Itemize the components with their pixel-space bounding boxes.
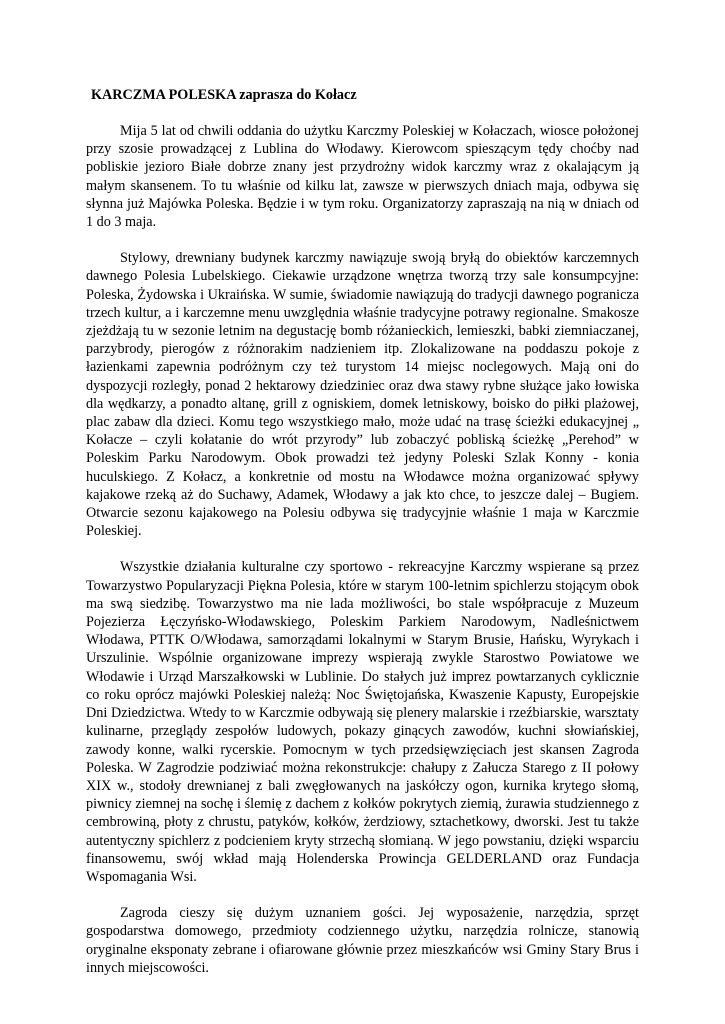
- paragraph-intro: Mija 5 lat od chwili oddania do użytku Karczmy Poleskiej w Kołaczach, wiosce położonej przy szosie prowadzącej z Lublina do Włodawy. Kierowcom spieszącym tędy choćby nad pobliskie jezioro Białe dobrze znany jest przydrożny widok karczmy wraz z okalającym ją małym skansenem. To tu właśnie od kilku lat, zawsze w pierwszych dniach maja, odbywa się słynna już Majówka Poleska. Będzie i w tym roku. Organizatorzy zapraszają na nią w dniach od 1 do 3 maja.: [86, 123, 639, 231]
- paragraph-building: Stylowy, drewniany budynek karczmy nawiązuje swoją bryłą do obiektów karczemnych dawnego Polesia Lubelskiego. Ciekawie urządzone wnętrza tworzą trzy sale konsumpcyjne: Poleska, Żydowska i Ukraińska. W sumie, świadomie nawiązują do tradycji dawnego pogranicza trzech kultur, a i karczemne menu uwzględnia właśnie tradycyjne potrawy regionalne. Smakosze zjeżdżają tu w sezonie letnim na degustację bomb różanieckich, lemieszki, babki ziemniaczanej, parzybrody, pierogów z różnorakim nadzieniem itp. Zlokalizowane na poddaszu pokoje z łazienkami zapewnia podróżnym czy też turystom 14 miejsc noclegowych. Mają oni do dyspozycji rozległy, ponad 2 hektarowy dziedziniec oraz dwa stawy rybne służące jako łowiska dla wędkarzy, a ponadto altanę, grill z ogniskiem, domek letniskowy, boisko do piłki plażowej, plac zabaw dla dzieci. Komu tego wszystkiego mało, może udać na trasę ścieżki edukacyjnej „ Kołacze – czyli kołatanie do wrót przyrody” lub zobaczyć pobliską ścieżkę „Perehod” w Poleskim Parku Narodowym. Obok prowadzi też jedyny Poleski Szlak Konny - konia huculskiego. Z Kołacz, a konkretnie od mostu na Włodawce można organizować spływy kajakowe rzeką aż do Suchawy, Adamek, Włodawy a jak kto chce, to jeszcze dalej – Bugiem. Otwarcie sezonu kajakowego na Polesiu odbywa się tradycyjnie właśnie 1 maja w Karczmie Poleskiej.: [86, 250, 639, 540]
- document-body: [86, 86, 639, 977]
- document-title: KARCZMA POLESKA zaprasza do Kołacz: [91, 87, 357, 103]
- paragraph-activities: Wszystkie działania kulturalne czy sportowo - rekreacyjne Karczmy wspierane są przez Towarzystwo Popularyzacji Piękna Polesia, które w starym 100-letnim spichlerzu stojącym obok ma swą siedzibę. Towarzystwo ma nie lada możliwości, bo stale współpracuje z Muzeum Pojezierza Łęczyńsko-Włodawskiego, Poleskim Parkiem Narodowym, Nadleśnictwem Włodawa, PTTK O/Włodawa, samorządami lokalnymi w Starym Brusie, Hańsku, Wyrykach i Urszulinie. Wspólnie organizowane imprezy wspierają zwykle Starostwo Powiatowe we Włodawie i Urząd Marszałkowski w Lublinie. Do stałych już imprez powtarzanych cyklicznie co roku oprócz majówki Poleskiej należą: Noc Świętojańska, Kwaszenie Kapusty, Europejskie Dni Dziedzictwa. Wtedy to w Karczmie odbywają się plenery malarskie i rzeźbiarskie, warsztaty kulinarne, przeglądy zespołów ludowych, pokazy ginących zawodów, kuchni słowiańskiej, zawody konne, walki rycerskie. Pomocnym w tych przedsięwzięciach jest skansen Zagroda Poleska. W Zagrodzie podziwiać można rekonstrukcje: chałupy z Załucza Starego z II połowy XIX w., stodoły drewnianej z bali zwęgłowanych na jaskółczy ogon, kurnika krytego słomą, piwnicy ziemnej na sochę i ślemię z dachem z kołków pokrytych ziemią, żurawia studziennego z cembrowiną, płoty z chrustu, patyków, kołków, żerdziowy, sztachetkowy, dworski. Jest tu także autentyczny spichlerz z podcieniem kryty strzechą słomianą. W jego powstaniu, dzięki wsparciu finansowemu, swój wkład mają Holenderska Prowincja GELDERLAND oraz Fundacja Wspomagania Wsi.: [86, 559, 639, 885]
- paragraph-homestead: Zagroda cieszy się dużym uznaniem gości. Jej wyposażenie, narzędzia, sprzęt gospodarstwa domowego, przedmioty codziennego użytku, narzędzia rolnicze, stanowią oryginalne eksponaty zebrane i ofiarowane głównie przez mieszkańców wsi Gminy Stary Brus i innych miejscowości.: [86, 905, 639, 976]
